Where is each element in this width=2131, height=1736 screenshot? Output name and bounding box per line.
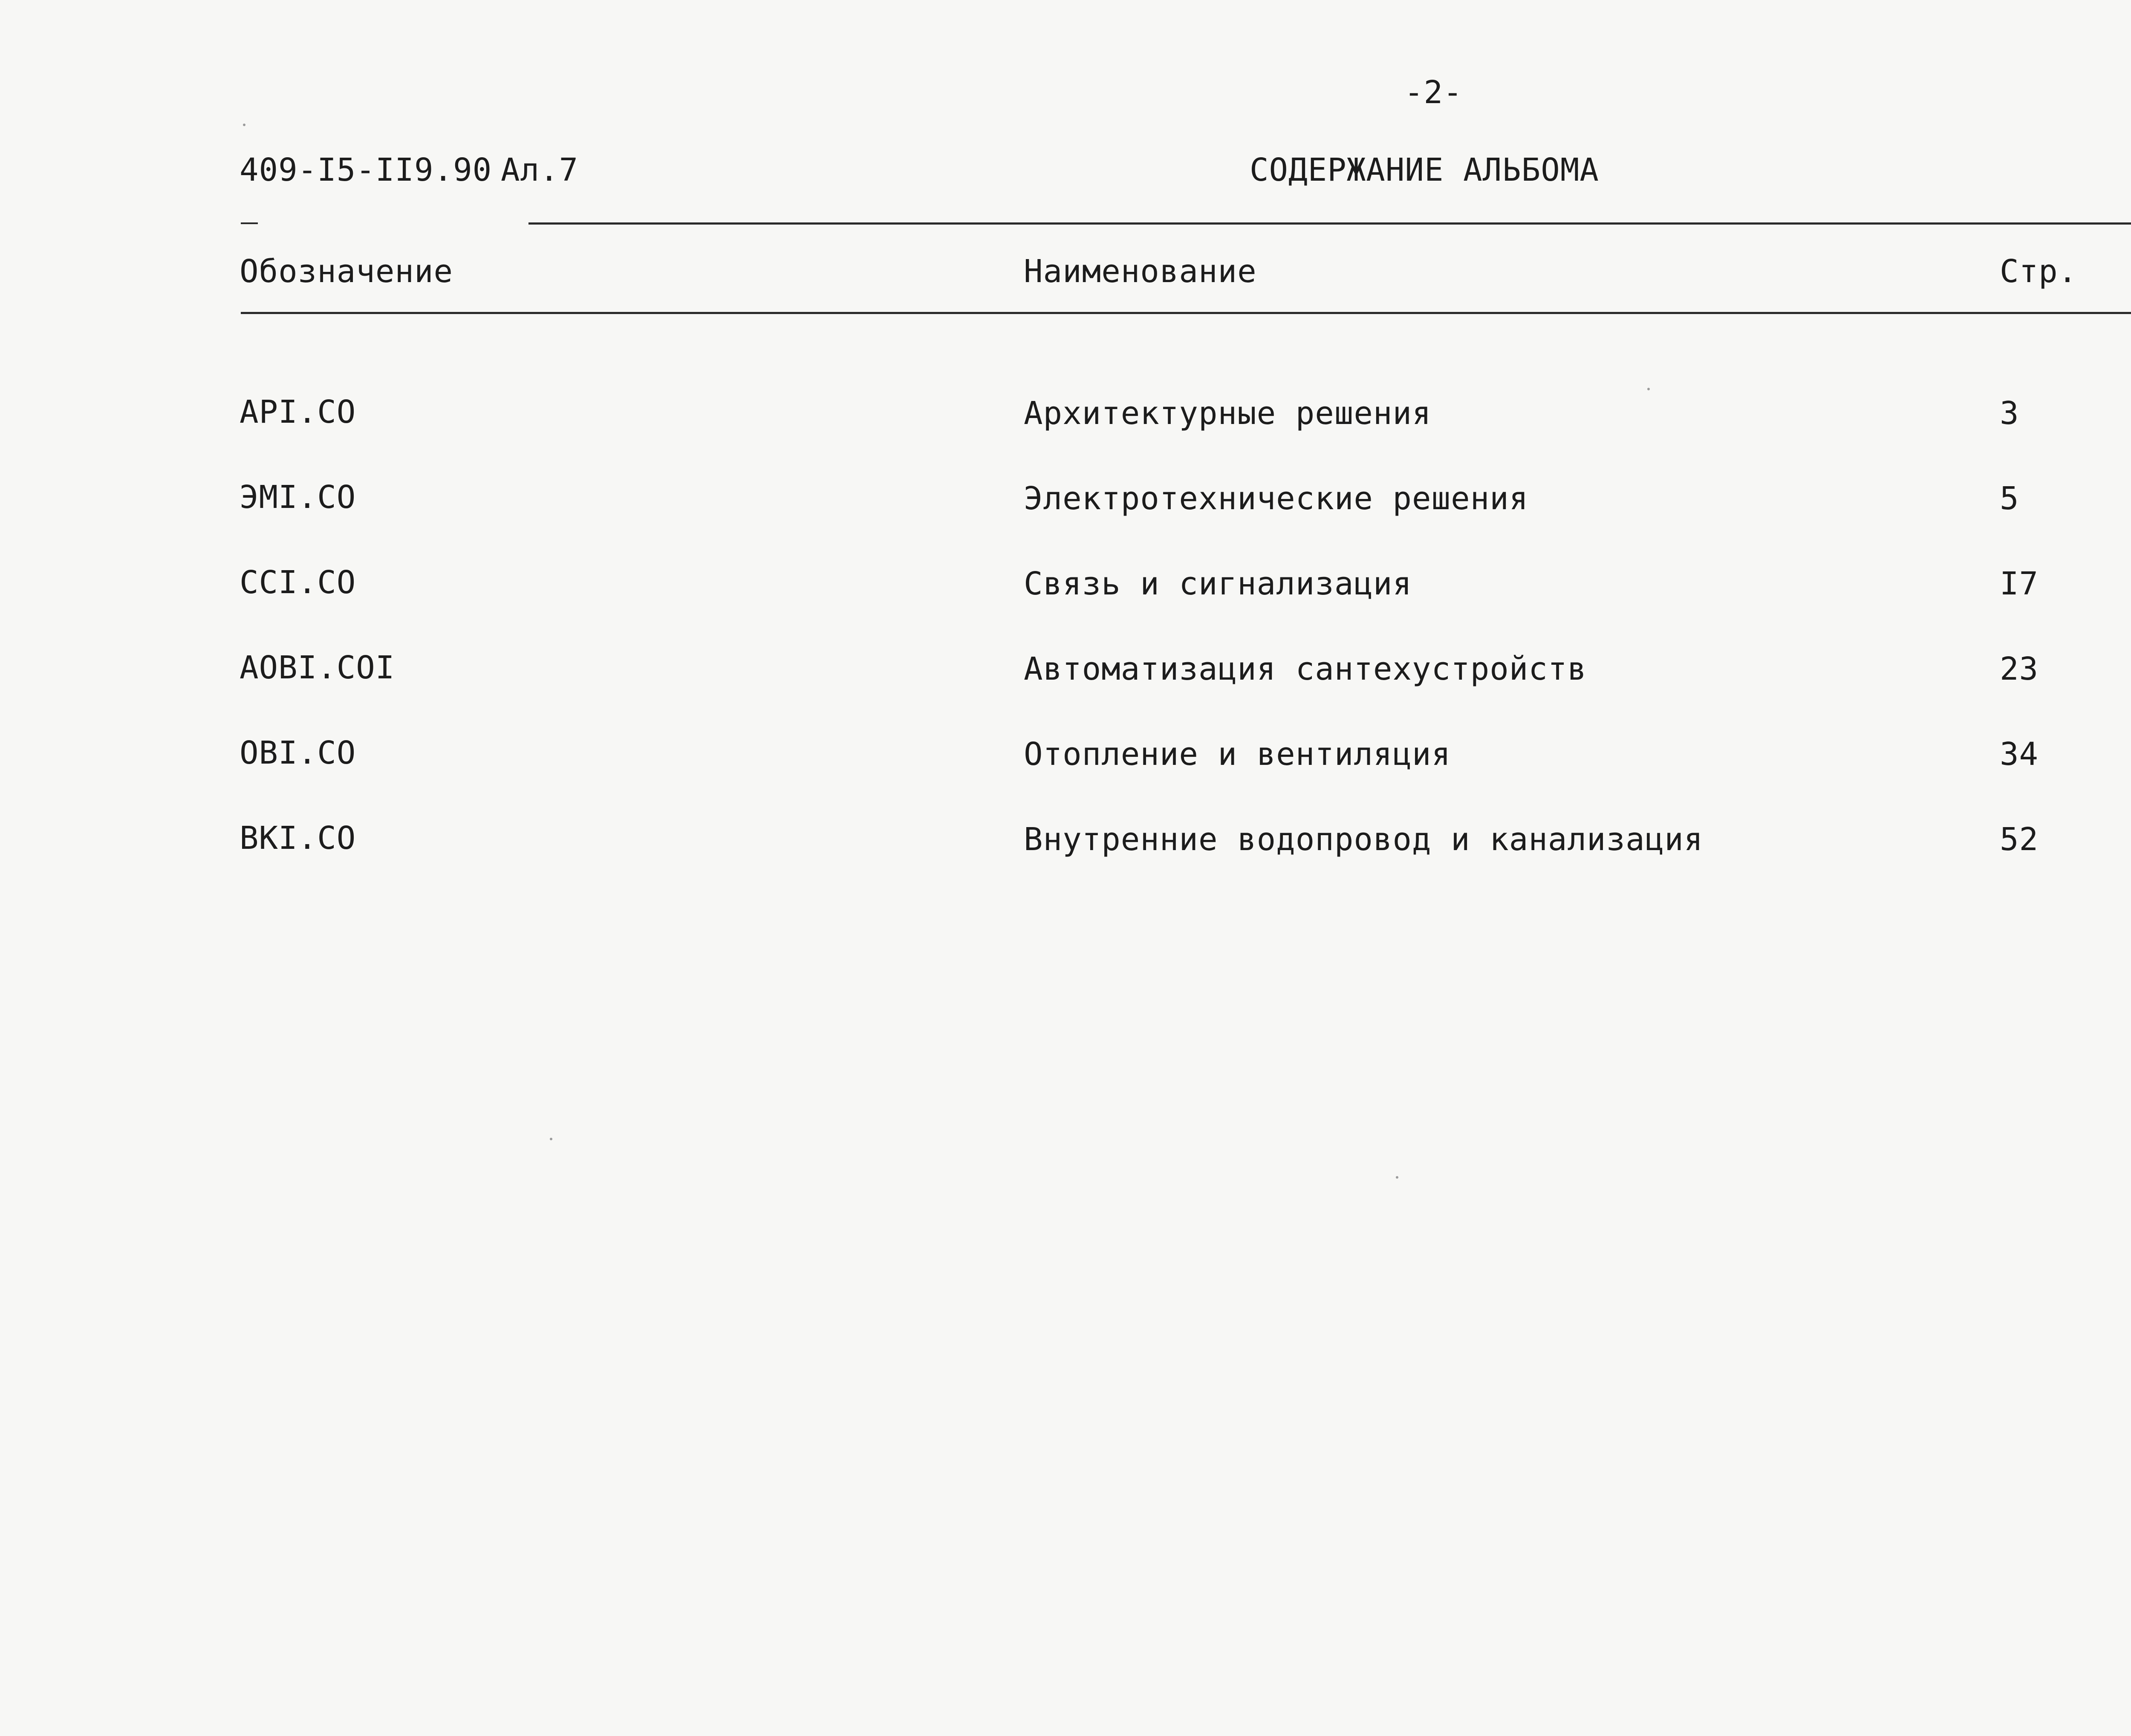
row-page: 52 [2000, 821, 2039, 858]
row-page: 23 [2000, 651, 2039, 687]
row-code: API.CO [240, 394, 356, 430]
scan-speck [243, 124, 245, 126]
document-code: 409-I5-II9.90 [240, 152, 492, 188]
top-rule [528, 222, 2131, 225]
page-title: СОДЕРЖАНИЕ АЛЬБОМА [1250, 152, 1599, 188]
header-rule [241, 312, 2131, 314]
row-name: Внутренние водопровод и канализация [1024, 821, 1704, 858]
row-name: Электротехнические решения [1024, 480, 1529, 517]
album-number: Ал.7 [501, 152, 579, 188]
row-page: 3 [2000, 395, 2019, 432]
scan-speck [1647, 388, 1650, 390]
row-page: I7 [2000, 565, 2039, 602]
row-code: ЭMI.CO [240, 479, 356, 516]
row-page: 5 [2000, 480, 2019, 517]
row-name: Связь и сигнализация [1024, 565, 1412, 602]
scan-speck [1396, 1176, 1398, 1179]
scan-speck [550, 1138, 552, 1140]
column-header-page: Стр. [2000, 253, 2078, 290]
row-code: CCI.CO [240, 564, 356, 601]
row-name: Архитектурные решения [1024, 395, 1432, 432]
row-code: BKI.CO [240, 820, 356, 856]
row-name: Отопление и вентиляция [1024, 736, 1451, 773]
column-header-code: Обозначение [240, 253, 453, 290]
row-page: 34 [2000, 736, 2039, 773]
row-code: OBI.CO [240, 735, 356, 771]
row-name: Автоматизация сантехустройств [1024, 651, 1587, 687]
top-rule-left-fragment [241, 222, 258, 224]
row-code: AOBI.COI [240, 649, 395, 686]
page-number: -2- [1404, 74, 1463, 111]
column-header-name: Наименование [1024, 253, 1257, 290]
